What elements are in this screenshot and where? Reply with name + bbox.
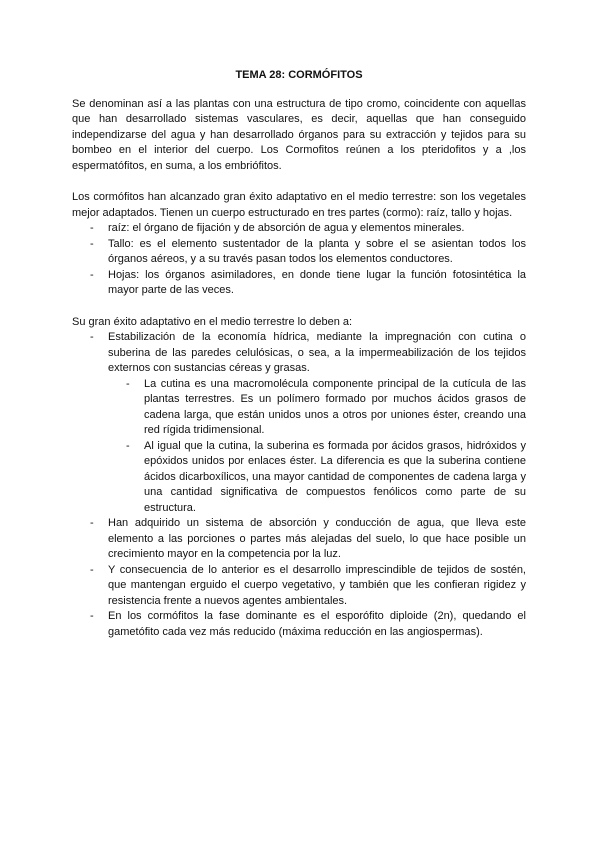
dash-marker: -	[90, 517, 94, 529]
dash-marker: -	[90, 237, 94, 250]
dash-marker: -	[90, 268, 94, 281]
dash-marker: -	[90, 563, 94, 576]
list-item	[72, 609, 526, 640]
sub-list-item-text: Al igual que la cutina, la suberina es formada por ácidos grasos, hidróxidos y epóxidos unidos por enlaces éster. La diferencia es que la suberina contiene ácidos dicarboxílicos, una mayor cantidad de componentes de cadena larga y una cantidad significativa de compuestos fenólicos como parte de su estructura.	[144, 439, 526, 514]
dash-marker: -	[90, 222, 94, 234]
document-page	[72, 68, 526, 640]
section2-paragraph: Su gran éxito adaptativo en el medio terrestre lo deben a:	[72, 315, 353, 328]
dash-marker: -	[90, 610, 94, 622]
section1-list	[72, 221, 526, 299]
list-item	[72, 268, 526, 299]
sub-list-item	[108, 377, 526, 439]
list-item-text: Tallo: es el elemento sustentador de la planta y sobre el se asientan todos los órganos aéreos, y a su través pasan todos los elementos conductores.	[108, 237, 526, 265]
list-item	[72, 221, 526, 237]
list-item-text: raíz: el órgano de fijación y de absorción de agua y elementos minerales.	[108, 222, 465, 234]
list-item	[72, 237, 526, 268]
dash-marker: -	[126, 439, 130, 452]
list-item-text: Hojas: los órganos asimiladores, en donde tiene lugar la función fotosintética la mayor parte de las veces.	[108, 268, 526, 296]
list-item-text: Estabilización de la economía hídrica, mediante la impregnación con cutina o suberina de las paredes celulósicas, o sea, a la impermeabilización de los tejidos externos con sustancias céreas y grasas.	[108, 331, 526, 374]
sub-list	[108, 377, 526, 517]
dash-marker: -	[90, 331, 94, 343]
dash-marker: -	[126, 377, 130, 390]
intro-paragraph: Se denominan así a las plantas con una estructura de tipo cromo, coincidente con aquellas que han desarrollado sistemas vasculares, es decir, aquellas que han conseguido independizarse del agua y han desarrollado órganos para su extracción y tejidos para su bombeo en el interior del cuerpo. Los Cormofitos reúnen a los pteridofitos y a ,los espermatófitos, en suma, a los embriófitos.	[72, 97, 526, 172]
list-item-text: Y consecuencia de lo anterior es el desarrollo imprescindible de tejidos de sostén, que mantengan erguido el cuerpo vegetativo, y también que les confieran rigidez y resistencia frente a nuevos agentes ambientales.	[108, 563, 526, 607]
section2-list	[72, 330, 526, 640]
list-item-text: En los cormófitos la fase dominante es el esporófito diploide (2n), quedando el gametófito cada vez más reducido (máxima reducción en las angiospermas).	[108, 610, 526, 638]
sub-list-item-text: La cutina es una macromolécula componente principal de la cutícula de las plantas terrestres. Es un polímero formado por muchos ácidos grasos de cadena larga, que están unidos unos a otros por uniones éster, creando una red rígida tridimensional.	[144, 377, 526, 436]
list-item-text: Han adquirido un sistema de absorción y conducción de agua, que lleva este elemento a las porciones o partes más alejadas del suelo, lo que hace posible un crecimiento mayor en la competencia por la luz.	[108, 517, 526, 560]
section1-paragraph: Los cormófitos han alcanzado gran éxito adaptativo en el medio terrestre: son los vegetales mejor adaptados. Tienen un cuerpo estructurado en tres partes (cormo): raíz, tallo y hojas.	[72, 191, 526, 219]
list-item	[72, 330, 526, 516]
paragraph-gap	[72, 299, 526, 315]
sub-list-item	[108, 439, 526, 517]
paragraph-gap	[72, 174, 526, 190]
document-title: TEMA 28: CORMÓFITOS	[235, 69, 363, 81]
list-item	[72, 563, 526, 610]
list-item	[72, 516, 526, 563]
